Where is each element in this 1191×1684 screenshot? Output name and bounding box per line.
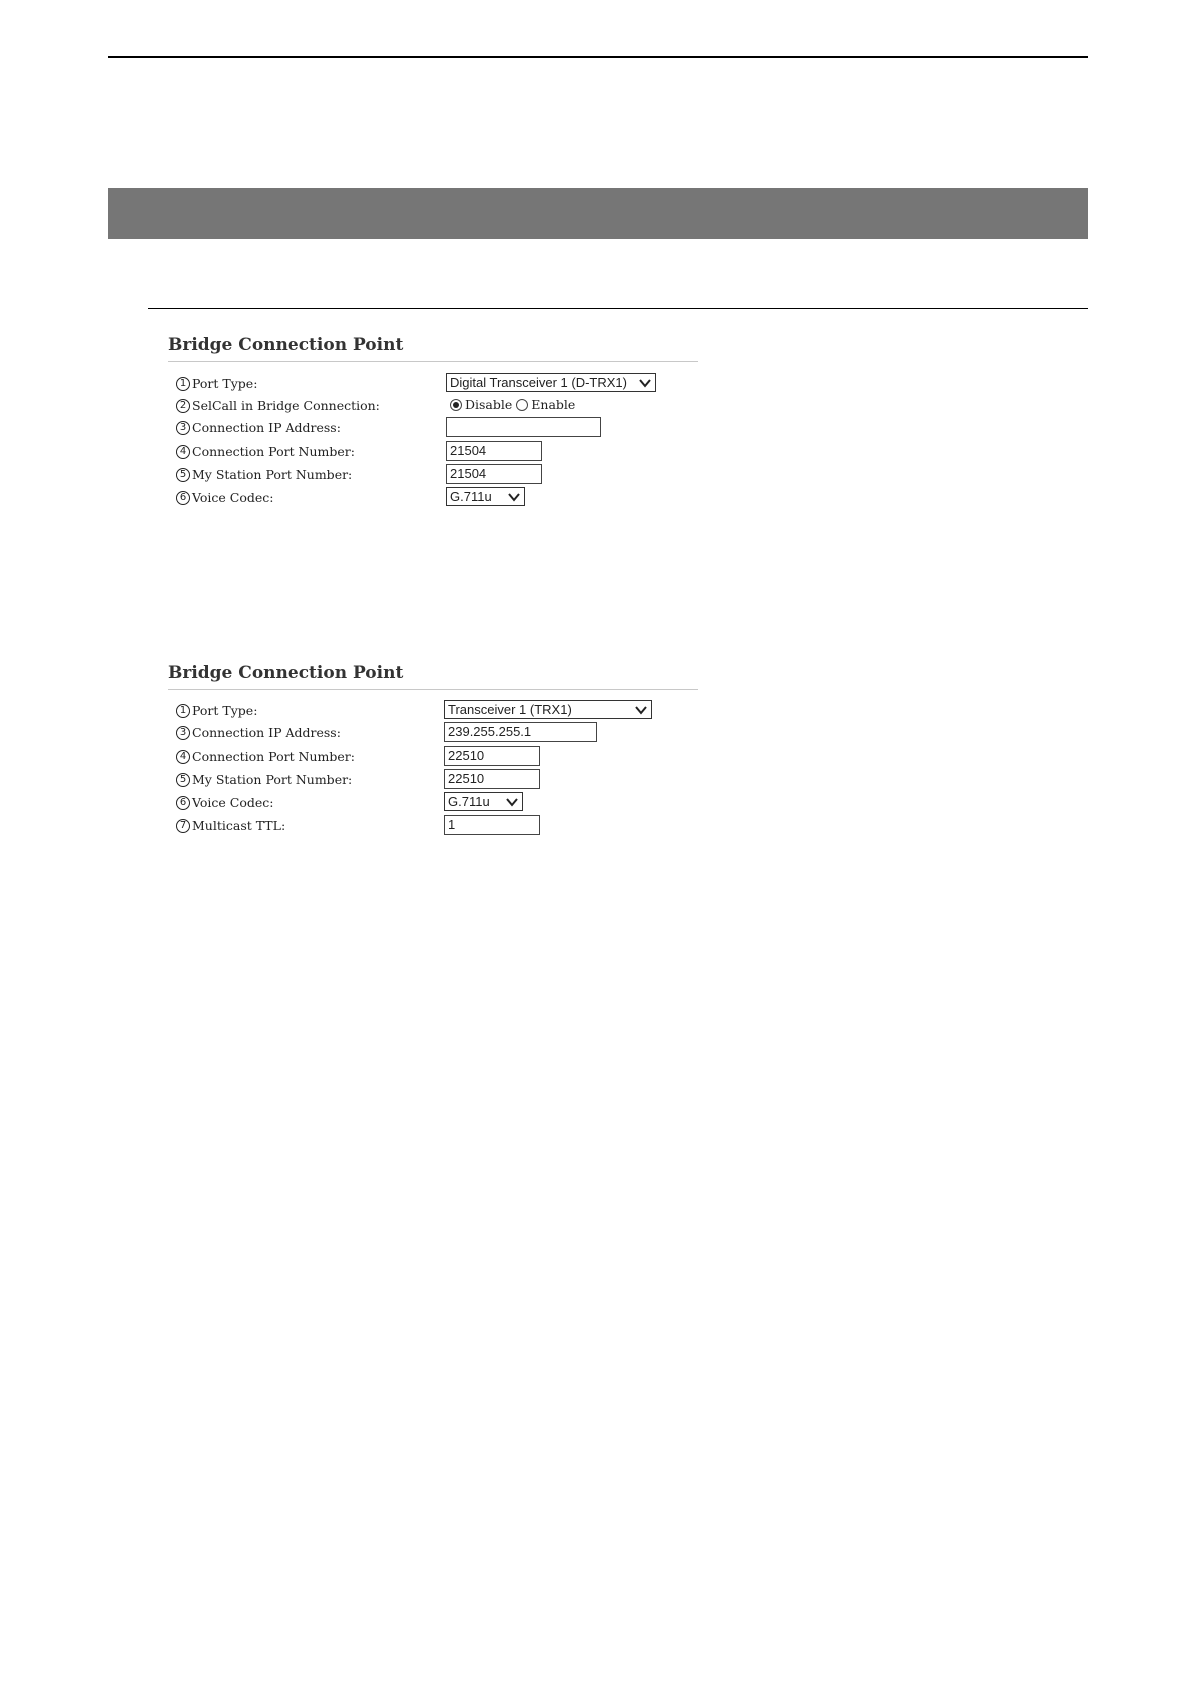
selcall-disable-label: Disable bbox=[465, 397, 513, 412]
multicast-ttl-row bbox=[176, 815, 696, 837]
connection-ip-input[interactable] bbox=[446, 417, 601, 437]
voice-codec-label: Voice Codec: bbox=[192, 795, 274, 810]
voice-codec-label: Voice Codec: bbox=[192, 490, 274, 505]
my-station-port-input[interactable]: 22510 bbox=[444, 769, 540, 789]
number-marker: 7 bbox=[176, 819, 190, 833]
section-header-bar bbox=[108, 188, 1088, 239]
number-marker: 3 bbox=[176, 421, 190, 435]
ip-row bbox=[176, 722, 696, 744]
port-type-row bbox=[176, 700, 696, 722]
number-marker: 6 bbox=[176, 491, 190, 505]
bridge-connection-panel-1 bbox=[168, 335, 698, 505]
selcall-disable-radio[interactable] bbox=[450, 399, 462, 411]
number-marker: 1 bbox=[176, 704, 190, 718]
port-type-value: Digital Transceiver 1 (D-TRX1) bbox=[450, 375, 627, 390]
connection-port-label: Connection Port Number: bbox=[192, 749, 355, 764]
connection-port-label: Connection Port Number: bbox=[192, 444, 355, 459]
chevron-down-icon bbox=[507, 490, 521, 504]
selcall-enable-radio[interactable] bbox=[516, 399, 528, 411]
top-rule bbox=[108, 56, 1088, 58]
ip-label: Connection IP Address: bbox=[192, 420, 341, 435]
voice-codec-value: G.711u bbox=[448, 794, 490, 809]
voice-codec-row bbox=[176, 792, 696, 814]
selcall-row bbox=[176, 395, 696, 417]
number-marker: 4 bbox=[176, 445, 190, 459]
my-station-port-label: My Station Port Number: bbox=[192, 467, 353, 482]
chevron-down-icon bbox=[505, 795, 519, 809]
number-marker: 5 bbox=[176, 468, 190, 482]
my-station-port-row bbox=[176, 464, 696, 486]
voice-codec-select[interactable] bbox=[444, 792, 523, 811]
number-marker: 3 bbox=[176, 726, 190, 740]
connection-port-row bbox=[176, 746, 696, 768]
ip-label: Connection IP Address: bbox=[192, 725, 341, 740]
number-marker: 2 bbox=[176, 399, 190, 413]
selcall-label: SelCall in Bridge Connection: bbox=[192, 398, 380, 413]
number-marker: 5 bbox=[176, 773, 190, 787]
port-type-label: Port Type: bbox=[192, 376, 258, 391]
connection-ip-input[interactable]: 239.255.255.1 bbox=[444, 722, 597, 742]
ip-row bbox=[176, 417, 696, 439]
port-type-select[interactable] bbox=[444, 700, 652, 719]
number-marker: 1 bbox=[176, 377, 190, 391]
chevron-down-icon bbox=[638, 376, 652, 390]
port-type-label: Port Type: bbox=[192, 703, 258, 718]
my-station-port-label: My Station Port Number: bbox=[192, 772, 353, 787]
subsection-rule bbox=[148, 308, 1088, 309]
number-marker: 4 bbox=[176, 750, 190, 764]
bridge-connection-panel-2 bbox=[168, 663, 698, 833]
panel-title: Bridge Connection Point bbox=[168, 335, 698, 362]
port-type-row bbox=[176, 373, 696, 395]
voice-codec-select[interactable] bbox=[446, 487, 525, 506]
connection-port-input[interactable]: 21504 bbox=[446, 441, 542, 461]
my-station-port-row bbox=[176, 769, 696, 791]
voice-codec-row bbox=[176, 487, 696, 509]
number-marker: 6 bbox=[176, 796, 190, 810]
chevron-down-icon bbox=[634, 703, 648, 717]
port-type-value: Transceiver 1 (TRX1) bbox=[448, 702, 572, 717]
voice-codec-value: G.711u bbox=[450, 489, 492, 504]
port-type-select[interactable] bbox=[446, 373, 656, 392]
panel-title: Bridge Connection Point bbox=[168, 663, 698, 690]
multicast-ttl-label: Multicast TTL: bbox=[192, 818, 286, 833]
multicast-ttl-input[interactable]: 1 bbox=[444, 815, 540, 835]
connection-port-input[interactable]: 22510 bbox=[444, 746, 540, 766]
my-station-port-input[interactable]: 21504 bbox=[446, 464, 542, 484]
selcall-enable-label: Enable bbox=[531, 397, 576, 412]
connection-port-row bbox=[176, 441, 696, 463]
